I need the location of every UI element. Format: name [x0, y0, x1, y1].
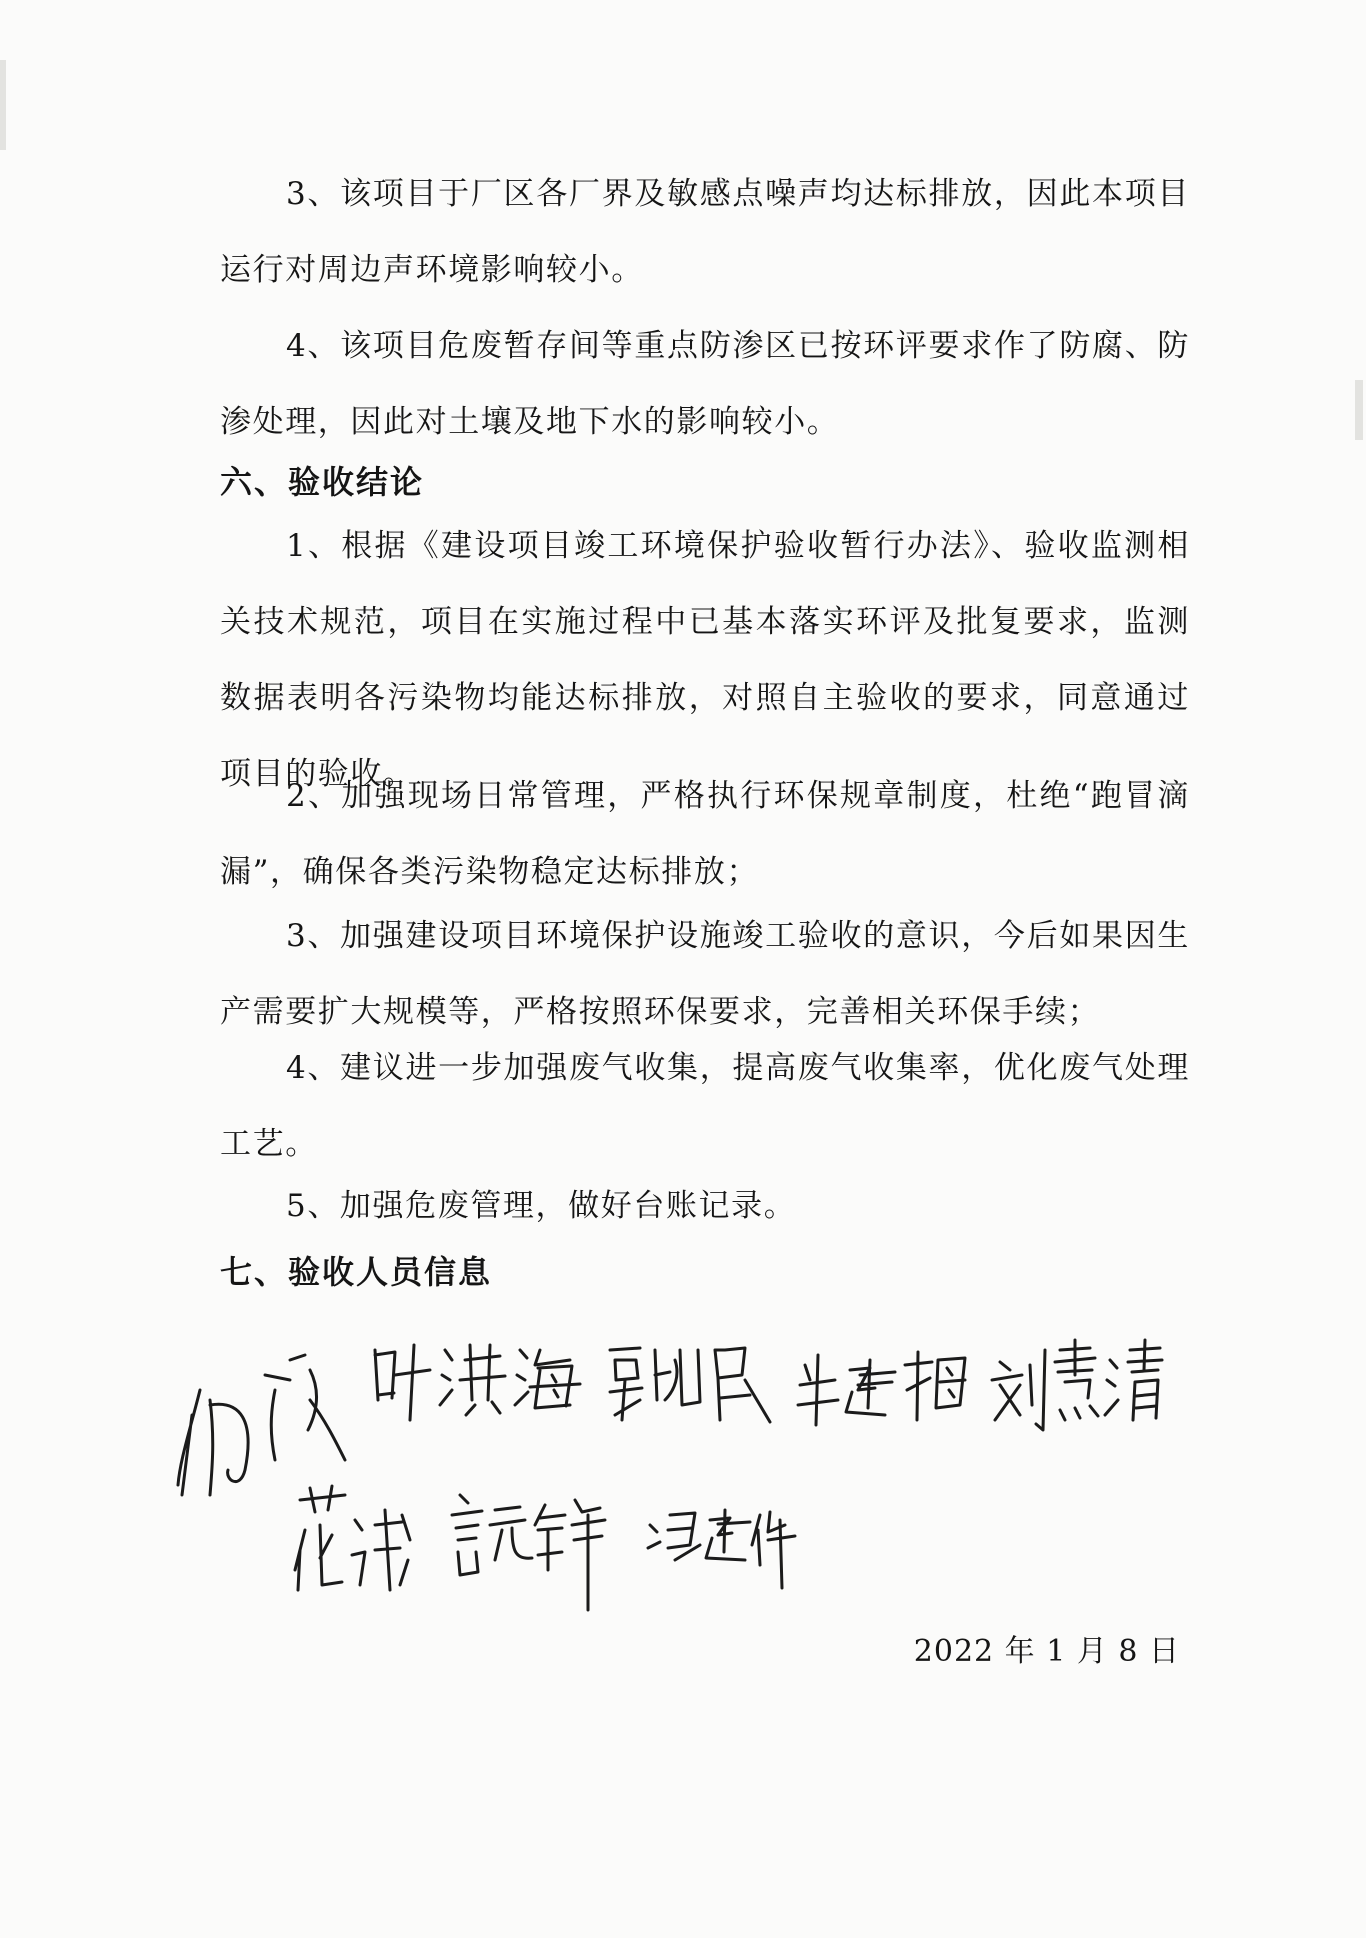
- section-heading-7: 七、验收人员信息: [220, 1253, 493, 1291]
- paragraph-6-3: 3、加强建设项目环境保护设施竣工验收的意识，今后如果因生产需要扩大规模等，严格按照环保要求，完善相关环保手续；: [220, 918, 1190, 1030]
- signature-7: [452, 1495, 605, 1610]
- signature-3: [610, 1348, 770, 1422]
- signature-1: [178, 1355, 345, 1495]
- paragraph-6-2: 2、加强现场日常管理，严格执行环保规章制度，杜绝“跑冒滴漏”，确保各类污染物稳定达标排放；: [220, 778, 1190, 890]
- scan-edge-mark: [0, 60, 6, 150]
- scan-edge-mark: [1355, 380, 1363, 440]
- paragraph-5-3: 3、该项目于厂区各厂界及敏感点噪声均达标排放，因此本项目运行对周边声环境影响较小。: [220, 176, 1190, 288]
- signature-6: [295, 1486, 410, 1590]
- signature-8: [648, 1510, 795, 1588]
- paragraph-5-4: 4、该项目危废暂存间等重点防渗区已按环评要求作了防腐、防渗处理，因此对土壤及地下水的影响较小。: [220, 328, 1190, 440]
- paragraph-6-4: 4、建议进一步加强废气收集，提高废气收集率，优化废气处理工艺。: [220, 1050, 1190, 1162]
- signature-4: [798, 1352, 965, 1425]
- paragraph-6-5: 5、加强危废管理，做好台账记录。: [286, 1188, 797, 1224]
- signature-2: [375, 1345, 580, 1420]
- section-heading-6: 六、验收结论: [220, 463, 425, 501]
- signing-date: 2022 年 1 月 8 日: [913, 1634, 1180, 1669]
- signature-5: [992, 1340, 1162, 1430]
- signatures: [170, 1320, 1220, 1620]
- paragraph-6-1: 1、根据《建设项目竣工环境保护验收暂行办法》、验收监测相关技术规范，项目在实施过程中已基本落实环评及批复要求，监测数据表明各污染物均能达标排放，对照自主验收的要求，同意通过项目的验收。: [220, 528, 1190, 792]
